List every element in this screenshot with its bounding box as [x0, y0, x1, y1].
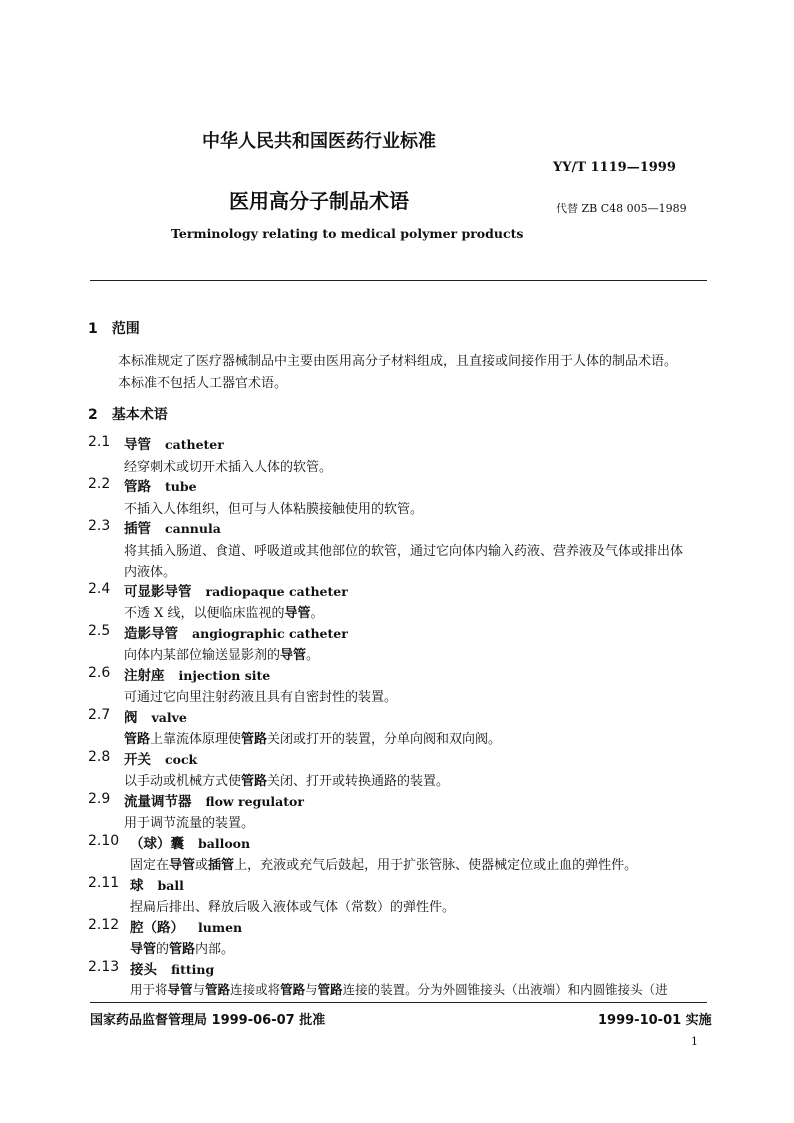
term-definition: 用于将导管与管路连接或将管路与管路连接的装置。分为外圆锥接头（出液端）和内圆锥接头（进 — [130, 982, 668, 997]
term-definition: 固定在导管或插管上，充液或充气后鼓起，用于扩张管脉、使器械定位或止血的弹性件。 — [130, 858, 638, 873]
term-definition: 捏扁后排出、释放后吸入液体或气体（常数）的弹性件。 — [130, 900, 456, 915]
term-number: 2.3 — [88, 518, 111, 534]
term-heading: 球 ball — [130, 878, 184, 894]
term-number: 2.7 — [88, 707, 111, 723]
term-definition: 用于调节流量的装置。 — [124, 816, 255, 831]
document-title-en: Terminology relating to medical polymer products — [171, 226, 524, 241]
term-number: 2.9 — [88, 791, 111, 807]
term-definition: 可通过它向里注射药液且具有自密封性的装置。 — [124, 690, 398, 705]
footer-rule — [90, 1002, 707, 1003]
term-heading: 导管 catheter — [124, 437, 224, 453]
term-heading: 开关 cock — [124, 752, 198, 768]
term-number: 2.5 — [88, 623, 111, 639]
term-number: 2.2 — [88, 476, 111, 492]
term-number: 2.13 — [88, 959, 120, 975]
term-number: 2.11 — [88, 875, 120, 891]
section-1-para-2: 本标准不包括人工器官术语。 — [118, 376, 288, 391]
term-heading: 注射座 injection site — [124, 668, 271, 684]
section-1-para-1: 本标准规定了医疗器械制品中主要由医用高分子材料组成，且直接或间接作用于人体的制品术语。 — [118, 354, 678, 369]
term-definition: 不插入人体组织，但可与人体粘膜接触使用的软管。 — [124, 502, 424, 517]
term-heading: 插管 cannula — [124, 521, 221, 537]
term-number: 2.10 — [88, 833, 120, 849]
term-heading: 流量调节器 flow regulator — [124, 794, 304, 810]
term-definition: 不透 X 线，以便临床监视的导管。 — [124, 606, 324, 621]
org-title: 中华人民共和国医药行业标准 — [202, 131, 436, 152]
term-heading: 造影导管 angiographic catheter — [124, 626, 348, 642]
term-number: 2.4 — [88, 581, 111, 597]
term-definition: 向体内某部位输送显影剂的导管。 — [124, 648, 320, 663]
section-2-heading: 2 基本术语 — [88, 407, 168, 423]
term-definition: 将其插入肠道、食道、呼吸道或其他部位的软管，通过它向体内输入药液、营养液及气体或排出体 — [124, 544, 684, 559]
term-heading: 接头 fitting — [130, 962, 215, 978]
term-definition: 以手动或机械方式使管路关闭、打开或转换通路的装置。 — [124, 774, 450, 789]
term-heading: 阀 valve — [124, 710, 187, 726]
term-heading: 可显影导管 radiopaque catheter — [124, 584, 348, 600]
term-definition: 经穿刺术或切开术插入人体的软管。 — [124, 460, 333, 475]
header-rule — [90, 280, 707, 281]
term-number: 2.1 — [88, 434, 111, 450]
section-1-heading: 1 范围 — [88, 321, 140, 337]
page-number: 1 — [691, 1035, 698, 1048]
replaces-standard: 代替 ZB C48 005—1989 — [556, 202, 687, 215]
term-heading: （球）囊 balloon — [130, 836, 251, 852]
term-definition-cont: 内液体。 — [124, 565, 177, 580]
approval-line: 国家药品监督管理局 1999-06-07 批准 — [90, 1013, 326, 1028]
term-definition: 导管的管路内部。 — [130, 942, 235, 957]
term-number: 2.12 — [88, 917, 120, 933]
term-definition: 管路上靠流体原理使管路关闭或打开的装置，分单向阀和双向阀。 — [124, 732, 502, 747]
term-heading: 管路 tube — [124, 479, 197, 495]
term-number: 2.6 — [88, 665, 111, 681]
term-number: 2.8 — [88, 749, 111, 765]
document-title-cn: 医用高分子制品术语 — [229, 189, 409, 213]
term-heading: 腔（路） lumen — [130, 920, 243, 936]
standard-number: YY/T 1119—1999 — [553, 160, 676, 175]
effective-date: 1999-10-01 实施 — [598, 1013, 712, 1028]
